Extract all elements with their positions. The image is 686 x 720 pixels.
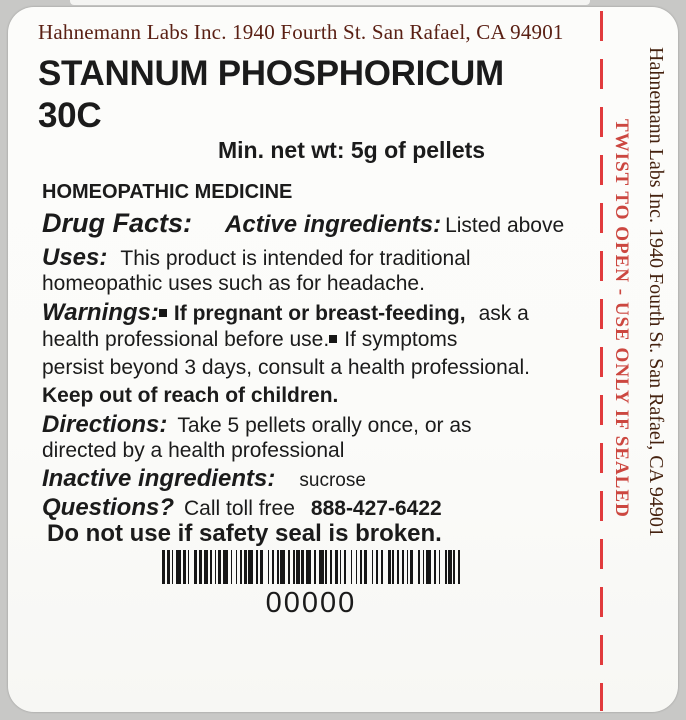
- adjacent-label-edge: [70, 0, 590, 5]
- warning2-start: If symptoms: [344, 328, 458, 351]
- perforation-dash-line: [600, 11, 603, 711]
- questions-phone: 888-427-6422: [310, 497, 442, 520]
- seal-warning: Do not use if safety seal is broken.: [47, 520, 442, 547]
- warning1-bold: If pregnant or breast-feeding,: [173, 302, 466, 325]
- product-title-line1: STANNUM PHOSPHORICUM: [38, 54, 504, 93]
- net-weight: Min. net wt: 5g of pellets: [218, 137, 486, 163]
- drug-facts-line: [42, 208, 564, 239]
- drug-facts-label: Drug Facts:: [42, 208, 193, 238]
- warnings-line1: [42, 299, 529, 327]
- directions-label: Directions:: [42, 411, 168, 438]
- uses-text1: This product is intended for traditional: [120, 247, 471, 270]
- barcode: [162, 550, 460, 584]
- product-label: [8, 7, 678, 712]
- active-ingredients-value: Listed above: [445, 214, 565, 237]
- top-address: Hahnemann Labs Inc. 1940 Fourth St. San Rafael, CA 94901: [38, 20, 564, 44]
- side-address-vertical: Hahnemann Labs Inc. 1940 Fourth St. San Rafael, CA 94901: [645, 47, 667, 537]
- bullet-square-icon: [159, 309, 167, 317]
- questions-line: [42, 494, 442, 522]
- directions-line2: directed by a health professional: [42, 439, 345, 462]
- bullet-square-icon: [329, 335, 337, 343]
- warning1-tail: ask a: [478, 302, 529, 325]
- questions-text: Call toll free: [184, 497, 295, 520]
- uses-line2: homeopathic uses such as for headache.: [42, 272, 425, 295]
- directions-text1: Take 5 pellets orally once, or as: [177, 414, 472, 437]
- uses-label: Uses:: [42, 244, 108, 271]
- inactive-ingredients-line: [42, 465, 366, 493]
- barcode-number: 00000: [265, 587, 357, 619]
- product-title-potency: 30C: [38, 96, 102, 135]
- inactive-ingredients-label: Inactive ingredients:: [42, 465, 276, 492]
- uses-line1: [42, 244, 471, 272]
- homeopathic-heading: HOMEOPATHIC MEDICINE: [42, 181, 293, 203]
- active-ingredients-label: Active ingredients:: [225, 211, 442, 238]
- questions-label: Questions?: [42, 494, 175, 521]
- warnings-line2: [42, 328, 457, 352]
- warning1-line2: health professional before use.: [42, 328, 330, 351]
- product-title: [38, 53, 504, 137]
- keep-out-warning: Keep out of reach of children.: [42, 384, 339, 407]
- inactive-ingredients-value: sucrose: [299, 470, 366, 491]
- warnings-line3: persist beyond 3 days, consult a health professional.: [42, 356, 530, 379]
- directions-line1: [42, 411, 472, 439]
- warnings-label: Warnings:: [42, 299, 159, 326]
- twist-open-warning: TWIST TO OPEN - USE ONLY IF SEALED: [611, 119, 632, 518]
